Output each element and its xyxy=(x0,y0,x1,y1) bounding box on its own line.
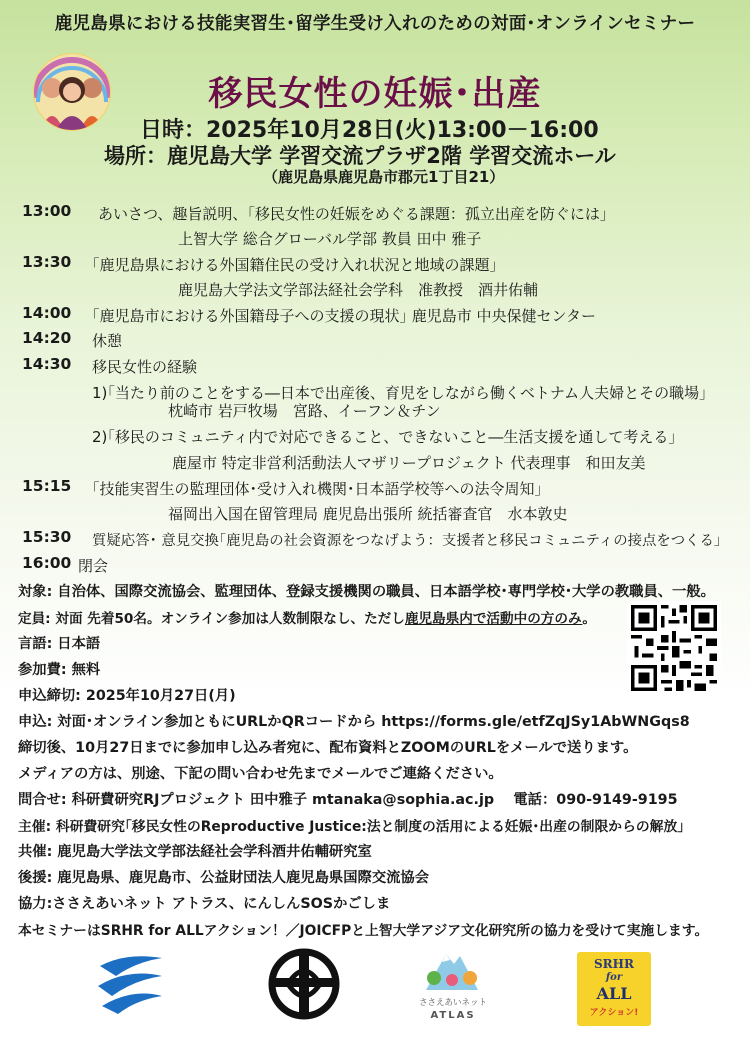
capacity-restriction: 鹿児島県内で活動中の方のみ xyxy=(404,611,583,627)
info-capacity xyxy=(18,607,596,627)
schedule-speaker: 鹿児島大学法文学部法経社会学科 准教授 酒井佑輔 xyxy=(178,281,539,299)
capacity-text: 定員: 対面 先着50名。オンライン参加は人数制限なし、ただし xyxy=(18,611,405,627)
event-venue: 場所：鹿児島大学 学習交流プラザ2階 学習交流ホール xyxy=(104,144,616,168)
page-title: 移民女性の妊娠･出産 xyxy=(208,74,542,114)
schedule-title: 休憩 xyxy=(92,332,123,350)
info-language: 言語: 日本語 xyxy=(18,636,101,652)
atlas-logo xyxy=(408,946,498,1030)
schedule-title: 閉会 xyxy=(78,557,109,575)
info-contact: 問合せ: 科研費研究RJプロジェクト 田中雅子 mtanaka@sophia.ac.jp 電話：090-9149-9195 xyxy=(18,792,678,808)
info-support: 後援: 鹿児島県、鹿児島市、公益財団法人鹿児島県国際交流協会 xyxy=(18,870,430,886)
schedule-time: 16:00 xyxy=(22,554,72,572)
atlas-name-en: ATLAS xyxy=(430,1010,476,1021)
qr-code-icon[interactable] xyxy=(627,601,721,695)
event-address: （鹿児島県鹿児島市郡元1丁目21） xyxy=(263,168,505,186)
info-cooperation: 協力:ささえあいネット アトラス、にんしんSOSかごしま xyxy=(18,896,391,912)
info-media: メディアの方は、別途、下記の問い合わせ先までメールでご連絡ください。 xyxy=(18,766,503,782)
schedule-time: 15:30 xyxy=(22,528,72,546)
atlas-mountain-icon xyxy=(422,946,482,992)
schedule-time: 13:30 xyxy=(22,253,72,271)
schedule-title: 質疑応答･ 意見交換｢鹿児島の社会資源をつなげよう：支援者と移民コミュニティの接点をつくる｣ xyxy=(92,533,722,549)
capacity-end: 。 xyxy=(582,611,596,627)
srhr-logo-line1: SRHR xyxy=(594,957,634,971)
schedule-title: 移民女性の経験 xyxy=(92,358,198,376)
schedule-speaker: 福岡出入国在留管理局 鹿児島出張所 統括審査官 水本敦史 xyxy=(168,505,568,523)
schedule-time: 14:00 xyxy=(22,304,72,322)
schedule-time: 14:20 xyxy=(22,329,72,347)
schedule-time: 15:15 xyxy=(22,477,72,495)
schedule-title: ｢技能実習生の監理団体･受け入れ機関･日本語学校等への法令周知｣ xyxy=(92,480,543,498)
schedule-subtitle: 2)｢移民のコミュニティ内で対応できること、できないこと―生活支援を通して考える｣ xyxy=(92,428,676,446)
info-coorganizer: 共催: 鹿児島大学法文学部法経社会学科酒井佑輔研究室 xyxy=(18,844,372,860)
schedule-time: 13:00 xyxy=(22,202,72,220)
seminar-banner: 鹿児島県における技能実習生･留学生受け入れのための対面･オンラインセミナー xyxy=(54,14,696,34)
srhr-logo-line2: for xyxy=(605,972,623,983)
info-fee: 参加費: 無料 xyxy=(18,662,101,678)
atlas-name-jp: ささえあいネット xyxy=(418,998,487,1008)
srhr-logo-line3: ALL xyxy=(596,984,632,1003)
schedule-time: 14:30 xyxy=(22,355,72,373)
event-datetime: 日時：2025年10月28日(火)13:00－16:00 xyxy=(140,118,599,143)
schedule-speaker: 上智大学 総合グローバル学部 教員 田中 雅子 xyxy=(178,230,482,248)
schedule-title: あいさつ、趣旨説明、｢移民女性の妊娠をめぐる課題：孤立出産を防ぐには｣ xyxy=(98,205,608,223)
schedule-title: ｢鹿児島県における外国籍住民の受け入れ状況と地域の課題｣ xyxy=(92,256,498,274)
info-note: 本セミナーはSRHR for ALLアクション！／JOICFPと上智大学アジア文化研究所の協力を受けて実施します。 xyxy=(18,923,709,939)
info-target: 対象: 自治体、国際交流協会、監理団体、登録支援機関の職員、日本語学校･専門学校･大学の教職員、一般。 xyxy=(18,584,715,600)
schedule-speaker: 鹿屋市 特定非営利活動法人マザリープロジェクト 代表理事 和田友美 xyxy=(172,454,646,472)
srhr-for-all-logo xyxy=(577,952,651,1026)
info-apply: 申込: 対面･オンライン参加ともにURLかQRコードから https://forms.gle/etfZqJSy1AbWNGqs8 xyxy=(18,714,690,730)
schedule-speaker: 枕崎市 岩戸牧場 宮路、イーフン＆チン xyxy=(168,402,441,420)
schedule-title: ｢鹿児島市における外国籍母子への支援の現状｣ 鹿児島市 中央保健センター xyxy=(92,307,596,325)
info-after-deadline: 締切後、10月27日までに参加申し込み者宛に、配布資料とZOOMのURLをメールで送ります。 xyxy=(18,740,638,756)
info-deadline: 申込締切: 2025年10月27日(月) xyxy=(18,688,236,704)
srhr-logo-line4: アクション! xyxy=(589,1008,639,1018)
schedule-subtitle: 1)｢当たり前のことをする―日本で出産後、育児をしながら働くベトナム人夫婦とその職場｣ xyxy=(92,384,707,402)
kagoshima-city-emblem-icon xyxy=(268,948,340,1020)
kagoshima-prefecture-logo-icon xyxy=(96,948,166,1018)
info-organizer: 主催: 科研費研究｢移民女性のReproductive Justice:法と制度の活用による妊娠･出産の制限からの解放｣ xyxy=(18,819,685,835)
